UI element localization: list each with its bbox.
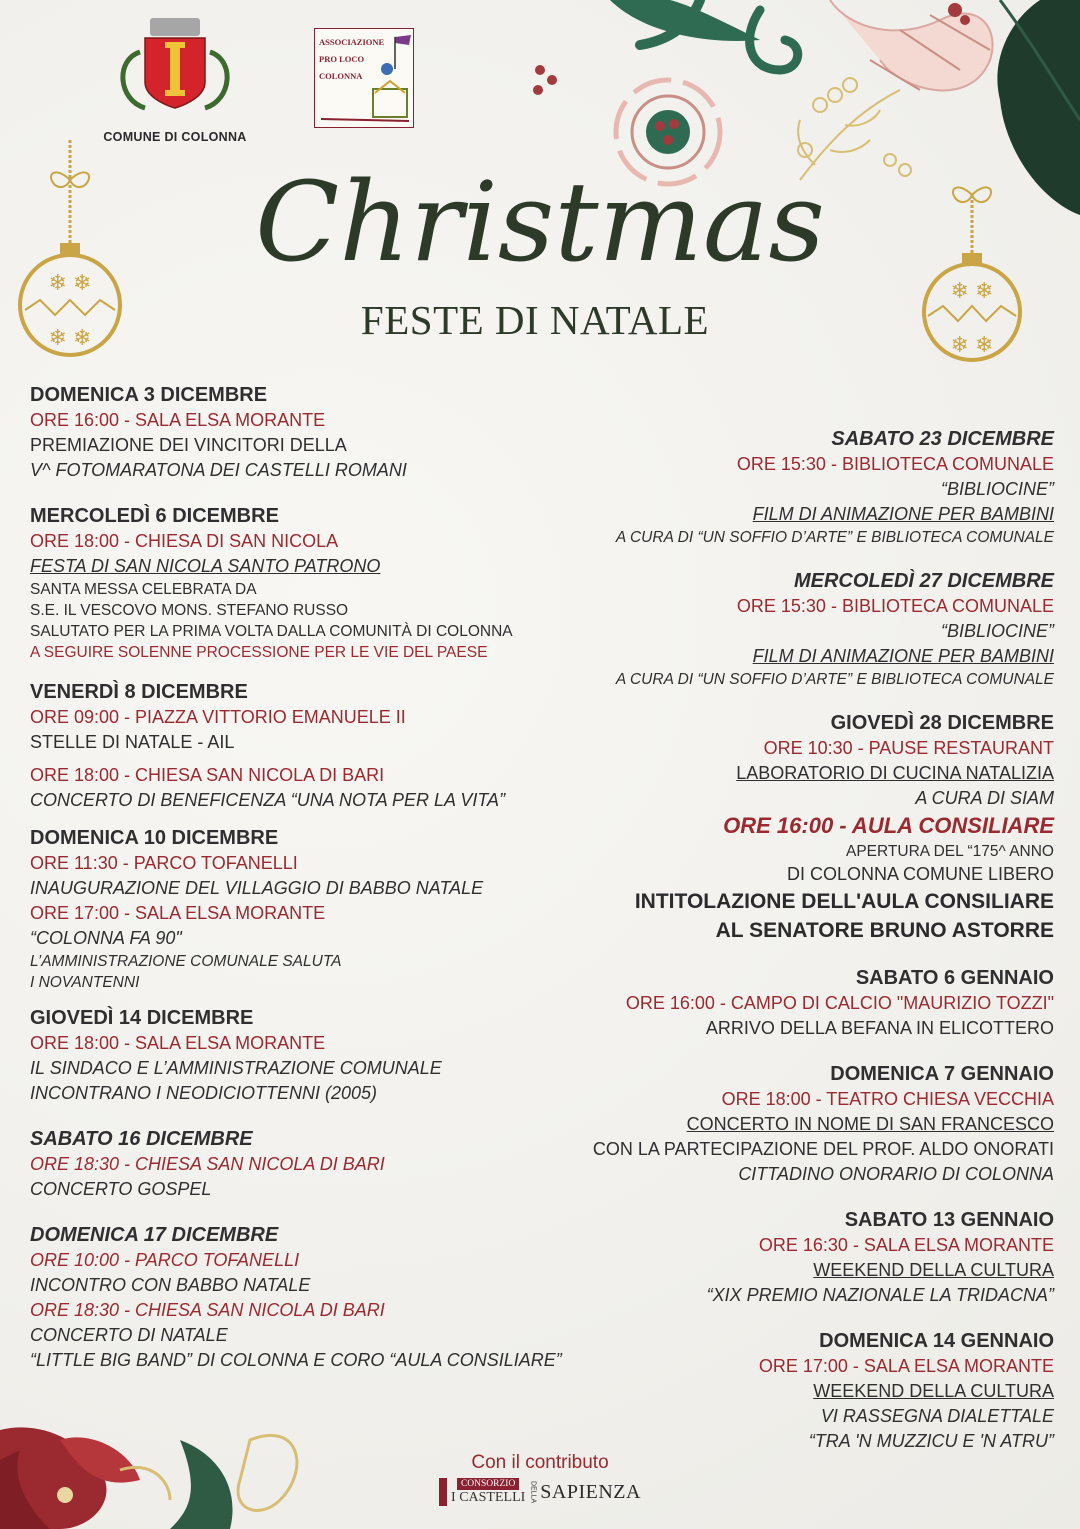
event-description: “XIX PREMIO NAZIONALE LA TRIDACNA” xyxy=(706,1285,1054,1305)
event-time-place: ORE 10:30 - PAUSE RESTAURANT xyxy=(763,738,1054,758)
event-time-place: ORE 15:30 - BIBLIOTECA COMUNALE xyxy=(736,454,1054,474)
event-description: STELLE DI NATALE - AIL xyxy=(30,732,235,752)
event-date: MERCOLEDÌ 27 DICEMBRE xyxy=(793,570,1054,592)
event-time-place: ORE 18:00 - CHIESA SAN NICOLA DI BARI xyxy=(30,765,385,785)
event-date: SABATO 13 GENNAIO xyxy=(844,1209,1054,1231)
comune-label: COMUNE DI COLONNA xyxy=(103,130,247,144)
event-description: VI RASSEGNA DIALETTALE xyxy=(820,1406,1054,1426)
event-time-place: ORE 16:00 - AULA CONSILIARE xyxy=(723,813,1054,838)
event-description: FILM DI ANIMAZIONE PER BAMBINI xyxy=(752,646,1054,666)
sponsor-della: DELLA xyxy=(529,1480,537,1504)
event-description: A CURA DI “UN SOFFIO D’ARTE” E BIBLIOTECA COMUNALE xyxy=(615,529,1054,546)
event-block xyxy=(494,1061,1054,1187)
event-time-place: ORE 09:00 - PIAZZA VITTORIO EMANUELE II xyxy=(30,707,406,727)
event-time-place: ORE 18:30 - CHIESA SAN NICOLA DI BARI xyxy=(30,1154,385,1174)
proloco-line-2: PRO LOCO xyxy=(319,54,365,64)
footer xyxy=(420,1452,660,1511)
event-date: SABATO 16 DICEMBRE xyxy=(30,1128,253,1150)
svg-text:❄ ❄: ❄ ❄ xyxy=(48,325,92,350)
event-description: FILM DI ANIMAZIONE PER BAMBINI xyxy=(752,504,1054,524)
event-description: “TRA 'N MUZZICU E 'N ATRU” xyxy=(808,1431,1054,1451)
event-description: WEEKEND DELLA CULTURA xyxy=(813,1260,1054,1280)
event-block xyxy=(494,568,1054,690)
svg-text:❄ ❄: ❄ ❄ xyxy=(950,278,994,303)
comune-crest-icon xyxy=(123,18,227,108)
event-date: SABATO 23 DICEMBRE xyxy=(831,428,1054,450)
event-date: DOMENICA 10 DICEMBRE xyxy=(30,827,279,849)
event-date: DOMENICA 3 DICEMBRE xyxy=(30,384,268,406)
contrib-label: Con il contributo xyxy=(471,1452,609,1473)
event-time-place: ORE 17:00 - SALA ELSA MORANTE xyxy=(758,1356,1054,1376)
event-date: GIOVEDÌ 28 DICEMBRE xyxy=(830,712,1054,734)
event-description: “COLONNA FA 90" xyxy=(30,928,182,948)
sponsor-box: CONSORZIO xyxy=(457,1478,519,1490)
sponsor-logo xyxy=(439,1478,641,1506)
svg-text:❄ ❄: ❄ ❄ xyxy=(48,270,92,295)
event-block xyxy=(494,1207,1054,1308)
event-description: INCONTRANO I NEODICIOTTENNI (2005) xyxy=(30,1083,378,1103)
comune-logo xyxy=(100,128,250,144)
event-date: VENERDÌ 8 DICEMBRE xyxy=(30,681,248,703)
event-time-place: ORE 10:00 - PARCO TOFANELLI xyxy=(30,1250,300,1270)
event-description: CON LA PARTECIPAZIONE DEL PROF. ALDO ONORATI xyxy=(592,1139,1054,1159)
event-description: WEEKEND DELLA CULTURA xyxy=(813,1381,1054,1401)
event-description: L’AMMINISTRAZIONE COMUNALE SALUTA xyxy=(30,953,342,970)
event-time-place: ORE 16:00 - SALA ELSA MORANTE xyxy=(30,410,326,430)
christmas-title-text: Christmas xyxy=(255,158,825,286)
event-description: A CURA DI SIAM xyxy=(915,788,1054,808)
sponsor-name: I CASTELLI xyxy=(451,1490,526,1505)
event-description: FESTA DI SAN NICOLA SANTO PATRONO xyxy=(30,556,381,576)
event-description: INTITOLAZIONE DELL'AULA CONSILIARE xyxy=(634,890,1054,913)
event-description: V^ FOTOMARATONA DEI CASTELLI ROMANI xyxy=(30,460,407,480)
event-description: IL SINDACO E L’AMMINISTRAZIONE COMUNALE xyxy=(30,1058,442,1078)
event-time-place: ORE 17:00 - SALA ELSA MORANTE xyxy=(30,903,326,923)
event-time-place: ORE 11:30 - PARCO TOFANELLI xyxy=(30,853,298,873)
event-description: “LITTLE BIG BAND” DI COLONNA E CORO “AULA CONSILIARE” xyxy=(30,1350,562,1370)
event-date: DOMENICA 14 GENNAIO xyxy=(819,1330,1054,1352)
event-time-place: ORE 18:00 - SALA ELSA MORANTE xyxy=(30,1033,326,1053)
event-time-place: ORE 16:00 - CAMPO DI CALCIO "MAURIZIO TOZZI" xyxy=(625,993,1054,1013)
left-ornament-icon xyxy=(20,140,120,355)
proloco-line-1: ASSOCIAZIONE xyxy=(319,37,385,47)
event-time-place: ORE 15:30 - BIBLIOTECA COMUNALE xyxy=(736,596,1054,616)
event-description: SALUTATO PER LA PRIMA VOLTA DALLA COMUNITÀ DI COLONNA xyxy=(30,623,513,640)
event-date: SABATO 6 GENNAIO xyxy=(855,967,1054,989)
proloco-line-3: COLONNA xyxy=(319,71,363,81)
christmas-title xyxy=(255,150,825,300)
page-subtitle: FESTE DI NATALE xyxy=(360,297,710,343)
event-date: DOMENICA 17 DICEMBRE xyxy=(30,1224,279,1246)
event-block xyxy=(494,710,1054,945)
event-block xyxy=(494,965,1054,1041)
event-description: CONCERTO DI BENEFICENZA “UNA NOTA PER LA VITA” xyxy=(30,790,506,810)
event-description: PREMIAZIONE DEI VINCITORI DELLA xyxy=(30,435,347,455)
event-description: CITTADINO ONORARIO DI COLONNA xyxy=(738,1164,1054,1184)
proloco-logo xyxy=(314,28,414,128)
event-description: INCONTRO CON BABBO NATALE xyxy=(30,1275,311,1295)
event-description: S.E. IL VESCOVO MONS. STEFANO RUSSO xyxy=(30,602,349,619)
event-description: SANTA MESSA CELEBRATA DA xyxy=(30,581,257,598)
event-description: A CURA DI “UN SOFFIO D’ARTE” E BIBLIOTECA COMUNALE xyxy=(615,671,1054,688)
event-time-place: ORE 18:00 - CHIESA DI SAN NICOLA xyxy=(30,531,339,551)
event-time-place: ORE 18:30 - CHIESA SAN NICOLA DI BARI xyxy=(30,1300,385,1320)
right-ornament-icon xyxy=(924,187,1020,360)
proloco-emblem-icon xyxy=(315,29,415,129)
event-time-place: ORE 16:30 - SALA ELSA MORANTE xyxy=(758,1235,1054,1255)
event-block xyxy=(494,426,1054,548)
event-time-place: ORE 18:00 - TEATRO CHIESA VECCHIA xyxy=(721,1089,1054,1109)
sponsor-mark-icon xyxy=(439,1478,447,1506)
event-description: CONCERTO IN NOME DI SAN FRANCESCO xyxy=(686,1114,1054,1134)
event-date: GIOVEDÌ 14 DICEMBRE xyxy=(30,1007,254,1029)
event-description: ARRIVO DELLA BEFANA IN ELICOTTERO xyxy=(705,1018,1054,1038)
right-events-column xyxy=(494,426,1054,1454)
event-description: INAUGURAZIONE DEL VILLAGGIO DI BABBO NATALE xyxy=(30,878,484,898)
event-description: LABORATORIO DI CUCINA NATALIZIA xyxy=(736,763,1054,783)
event-description: AL SENATORE BRUNO ASTORRE xyxy=(715,919,1054,942)
event-description: CONCERTO DI NATALE xyxy=(30,1325,228,1345)
event-description: “BIBLIOCINE” xyxy=(940,621,1054,641)
event-description: APERTURA DEL “175^ ANNO xyxy=(846,843,1054,860)
event-description: DI COLONNA COMUNE LIBERO xyxy=(786,864,1054,884)
event-description: “BIBLIOCINE” xyxy=(940,479,1054,499)
event-date: DOMENICA 7 GENNAIO xyxy=(830,1063,1054,1085)
event-description: I NOVANTENNI xyxy=(30,974,140,991)
event-date: MERCOLEDÌ 6 DICEMBRE xyxy=(30,505,279,527)
event-block xyxy=(494,1328,1054,1454)
event-description: CONCERTO GOSPEL xyxy=(30,1179,212,1199)
sponsor-big: SAPIENZA xyxy=(540,1480,641,1503)
svg-text:❄ ❄: ❄ ❄ xyxy=(950,332,994,357)
poinsettia-icon xyxy=(0,1427,297,1529)
event-time-place: A SEGUIRE SOLENNE PROCESSIONE PER LE VIE DEL PAESE xyxy=(30,644,488,661)
